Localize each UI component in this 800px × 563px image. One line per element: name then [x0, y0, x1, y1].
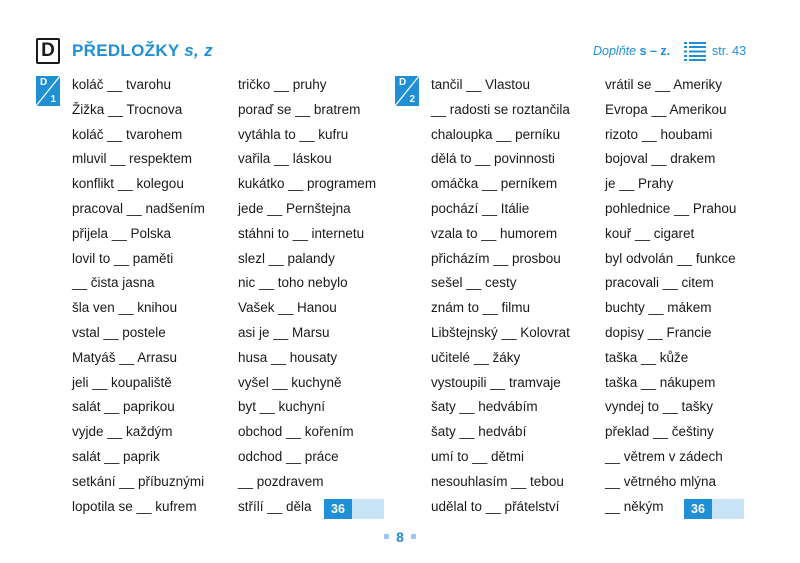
- exercise-item: lovil to __ paměti: [72, 250, 174, 266]
- exercise-item: Libštejnský __ Kolovrat: [431, 324, 570, 340]
- exercise-item: buchty __ mákem: [605, 300, 712, 316]
- page-number: 8: [396, 528, 404, 545]
- exercise-item: Žižka __ Trocnova: [72, 101, 183, 117]
- exercise-item: obchod __ kořením: [238, 424, 354, 440]
- exercise-item: nesouhlasím __ tebou: [431, 473, 564, 489]
- exercise-item: šaty __ hedvábím: [431, 399, 538, 415]
- exercise-item: tančil __ Vlastou: [431, 77, 531, 92]
- exercise-item: rizoto __ houbami: [605, 126, 713, 142]
- exercise-item: vyšel __ kuchyně: [238, 374, 342, 390]
- exercise-item: dělá to __ povinnosti: [431, 151, 555, 167]
- score-box-d2: [684, 499, 744, 519]
- exercise-item: taška __ kůže: [605, 349, 689, 365]
- list-icon: [684, 42, 706, 61]
- exercise-tag-letter: D: [40, 77, 48, 88]
- page-footer: [0, 528, 800, 546]
- exercise-item: setkání __ příbuznými: [72, 473, 205, 489]
- exercise-item: mluvil __ respektem: [72, 151, 193, 167]
- exercise-item: vrátil se __ Ameriky: [605, 77, 723, 92]
- exercise-item: šaty __ hedvábí: [431, 424, 527, 440]
- exercise-item: překlad __ češtiny: [605, 424, 714, 440]
- exercise-item: stáhni to __ internetu: [238, 225, 365, 241]
- exercise-item: vstal __ postele: [72, 324, 166, 340]
- exercise-item: kukátko __ programem: [238, 176, 377, 192]
- exercise-item: umí to __ dětmi: [431, 448, 525, 464]
- exercise-item: asi je __ Marsu: [238, 324, 330, 340]
- exercise-item: husa __ housaty: [238, 349, 338, 365]
- exercise-item: poraď se __ bratrem: [238, 101, 361, 117]
- exercise-item: šla ven __ knihou: [72, 300, 178, 316]
- exercise-1-column-1: [72, 73, 205, 519]
- exercise-item: dopisy __ Francie: [605, 324, 712, 340]
- exercise-2-column-2: [605, 73, 736, 519]
- instruction-text: Doplňte: [593, 44, 640, 58]
- exercise-item: slezl __ palandy: [238, 250, 335, 266]
- instruction: [593, 44, 670, 58]
- exercise-2-column-1: [431, 73, 570, 519]
- exercise-item: vytáhla to __ kufru: [238, 126, 349, 142]
- exercise-item: lopotila se __ kufrem: [72, 498, 197, 514]
- exercise-item: bojoval __ drakem: [605, 151, 716, 167]
- exercise-item: znám to __ filmu: [431, 300, 531, 316]
- exercise-item: __ větrného mlýna: [605, 473, 717, 489]
- exercise-item: udělal to __ přátelství: [431, 498, 560, 514]
- exercise-item: __ čista jasna: [72, 275, 155, 291]
- exercise-item: jede __ Pernštejna: [238, 200, 351, 216]
- exercise-item: tričko __ pruhy: [238, 77, 327, 92]
- exercise-item: nic __ toho nebylo: [238, 275, 348, 291]
- page-reference: str. 43: [712, 44, 747, 58]
- exercise-tag-d1: [36, 76, 60, 106]
- instruction-letters: s – z.: [639, 44, 671, 58]
- exercise-item: __ pozdravem: [238, 473, 324, 489]
- exercise-item: střílí __ děla: [238, 498, 312, 514]
- exercise-item: omáčka __ perníkem: [431, 176, 558, 192]
- exercise-item: byl odvolán __ funkce: [605, 250, 736, 266]
- exercise-item: __ radosti se roztančila: [431, 101, 570, 117]
- exercise-item: byt __ kuchyní: [238, 399, 326, 415]
- exercise-item: přicházím __ prosbou: [431, 250, 561, 266]
- exercise-item: salát __ paprik: [72, 448, 160, 464]
- exercise-item: pohlednice __ Prahou: [605, 200, 737, 216]
- exercise-item: salát __ paprikou: [72, 399, 175, 415]
- exercise-item: vyjde __ každým: [72, 424, 173, 440]
- exercise-item: vzala to __ humorem: [431, 225, 558, 241]
- exercise-item: vyndej to __ tašky: [605, 399, 714, 415]
- exercise-item: přijela __ Polska: [72, 225, 172, 241]
- decorative-square: [411, 534, 416, 539]
- score-box-d1: [324, 499, 384, 519]
- exercise-item: koláč __ tvarohem: [72, 126, 183, 142]
- decorative-square: [384, 534, 389, 539]
- exercise-item: chaloupka __ perníku: [431, 126, 561, 142]
- exercise-tag-number: 1: [50, 94, 56, 105]
- exercise-item: kouř __ cigaret: [605, 225, 695, 241]
- exercise-item: __ větrem v zádech: [605, 448, 723, 464]
- exercise-item: učitelé __ žáky: [431, 349, 521, 365]
- exercise-tag-letter: D: [399, 77, 407, 88]
- section-header: [36, 38, 747, 66]
- exercise-item: pracoval __ nadšením: [72, 200, 205, 216]
- section-letter-box: D: [36, 38, 60, 64]
- exercise-item: vystoupili __ tramvaje: [431, 374, 561, 390]
- exercise-item: sešel __ cesty: [431, 275, 517, 291]
- exercise-item: koláč __ tvarohu: [72, 77, 172, 92]
- exercise-item: jeli __ koupaliště: [72, 374, 172, 390]
- exercise-tag-number: 2: [409, 94, 415, 105]
- exercise-item: vařila __ láskou: [238, 151, 332, 167]
- exercise-item: je __ Prahy: [605, 176, 674, 192]
- exercise-item: odchod __ práce: [238, 448, 339, 464]
- exercise-item: Vašek __ Hanou: [238, 300, 337, 316]
- score-blank: [352, 499, 384, 519]
- title-letters: s, z: [184, 41, 213, 60]
- exercise-item: taška __ nákupem: [605, 374, 716, 390]
- page-title: [72, 41, 213, 61]
- exercise-item: Evropa __ Amerikou: [605, 101, 727, 117]
- exercise-item: konflikt __ kolegou: [72, 176, 184, 192]
- title-prefix: PŘEDLOŽKY: [72, 41, 185, 60]
- score-value: 36: [324, 499, 352, 519]
- exercise-1-column-2: [238, 73, 376, 519]
- exercise-item: __ někým: [605, 498, 664, 514]
- exercise-tag-d2: [395, 76, 419, 106]
- score-value: 36: [684, 499, 712, 519]
- exercise-item: Matyáš __ Arrasu: [72, 349, 178, 365]
- score-blank: [712, 499, 744, 519]
- exercise-item: pochází __ Itálie: [431, 200, 530, 216]
- exercise-item: pracovali __ citem: [605, 275, 714, 291]
